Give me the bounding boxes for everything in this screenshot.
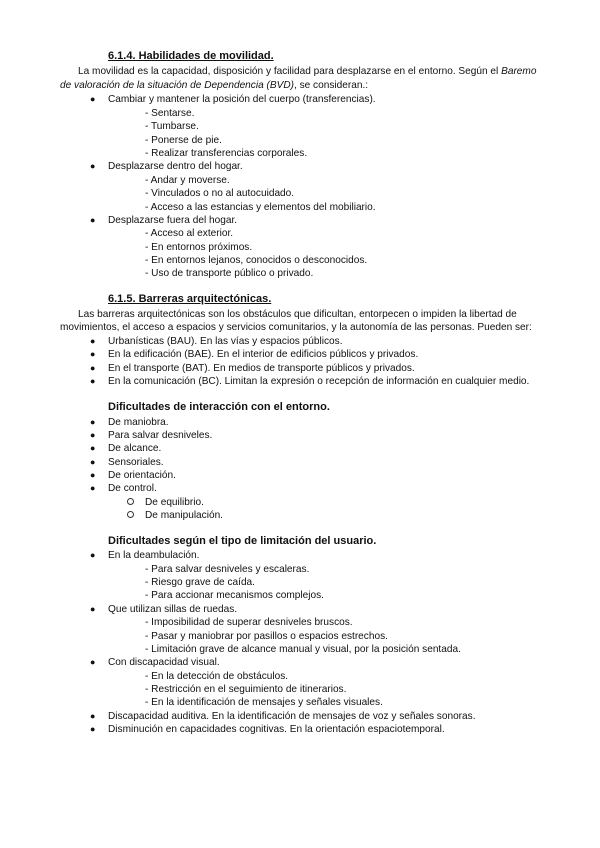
list-item: Desplazarse fuera del hogar. xyxy=(108,215,238,226)
sub-item: - Acceso al exterior. xyxy=(145,228,234,239)
sub-item: - En entornos lejanos, conocidos o desconocidos. xyxy=(145,255,368,266)
circle-bullet-icon xyxy=(127,498,134,505)
sub-item: - Andar y moverse. xyxy=(145,175,230,186)
sub-item: - Para accionar mecanismos complejos. xyxy=(145,590,324,601)
sub-item: - Tumbarse. xyxy=(145,121,199,132)
sub-item: - Limitación grave de alcance manual y visual, por la posición sentada. xyxy=(145,644,461,655)
bullet-icon: ● xyxy=(90,443,96,453)
bullet-icon: ● xyxy=(90,336,96,346)
sub-item: - En la identificación de mensajes y señales visuales. xyxy=(145,697,383,708)
bullet-icon: ● xyxy=(90,604,96,614)
list-item: Disminución en capacidades cognitivas. En la orientación espaciotemporal. xyxy=(108,724,445,735)
sub-item: De equilibrio. xyxy=(145,497,204,508)
list-item: De maniobra. xyxy=(108,417,169,428)
bullet-icon: ● xyxy=(90,349,96,359)
bullet-icon: ● xyxy=(90,417,96,427)
sub-item: - Para salvar desniveles y escaleras. xyxy=(145,564,310,575)
bullet-icon: ● xyxy=(90,363,96,373)
list-item: De alcance. xyxy=(108,443,162,454)
bullet-icon: ● xyxy=(90,430,96,440)
bullet-icon: ● xyxy=(90,161,96,171)
list-item: En la deambulación. xyxy=(108,550,200,561)
intro-barreras-line2: movimientos, el acceso a espacios y servicios comunitarios, y la autonomía de las personas. Pueden ser: xyxy=(60,322,532,333)
bullet-icon: ● xyxy=(90,215,96,225)
intro-movilidad-line1: La movilidad es la capacidad, disposición y facilidad para desplazarse en el entorno. Según el Baremo xyxy=(78,66,537,77)
list-item: Con discapacidad visual. xyxy=(108,657,220,668)
bullet-icon: ● xyxy=(90,550,96,560)
bullet-icon: ● xyxy=(90,483,96,493)
sub-item: - Imposibilidad de superar desniveles bruscos. xyxy=(145,617,353,628)
list-item: En la edificación (BAE). En el interior de edificios públicos y privados. xyxy=(108,349,419,360)
list-item: Discapacidad auditiva. En la identificación de mensajes de voz y señales sonoras. xyxy=(108,711,476,722)
sub-item: - Realizar transferencias corporales. xyxy=(145,148,308,159)
bullet-icon: ● xyxy=(90,457,96,467)
list-item: Cambiar y mantener la posición del cuerpo (transferencias). xyxy=(108,94,376,105)
list-item: De control. xyxy=(108,483,157,494)
bullet-icon: ● xyxy=(90,94,96,104)
intro-movilidad-line2: de valoración de la situación de Dependencia (BVD), se consideran.: xyxy=(60,80,369,91)
list-item: Sensoriales. xyxy=(108,457,164,468)
intro-barreras-line1: Las barreras arquitectónicas son los obstáculos que dificultan, entorpecen o impiden la libertad de xyxy=(78,309,517,320)
section-title-movilidad: 6.1.4. Habilidades de movilidad. xyxy=(108,50,274,62)
sub-item: - Riesgo grave de caída. xyxy=(145,577,255,588)
sub-item: - En entornos próximos. xyxy=(145,242,253,253)
sub-item: - Restricción en el seguimiento de itinerarios. xyxy=(145,684,347,695)
bullet-icon: ● xyxy=(90,657,96,667)
sub-item: De manipulación. xyxy=(145,510,223,521)
bullet-icon: ● xyxy=(90,724,96,734)
list-item: Que utilizan sillas de ruedas. xyxy=(108,604,238,615)
sub-item: - Pasar y maniobrar por pasillos o espacios estrechos. xyxy=(145,631,388,642)
list-item: Urbanísticas (BAU). En las vías y espacios públicos. xyxy=(108,336,343,347)
list-item: Desplazarse dentro del hogar. xyxy=(108,161,243,172)
subsection-title-limitacion: Dificultades según el tipo de limitación del usuario. xyxy=(108,535,377,547)
sub-item: - En la detección de obstáculos. xyxy=(145,671,289,682)
sub-item: - Uso de transporte público o privado. xyxy=(145,268,314,279)
list-item: De orientación. xyxy=(108,470,176,481)
circle-bullet-icon xyxy=(127,511,134,518)
sub-item: - Sentarse. xyxy=(145,108,195,119)
bullet-icon: ● xyxy=(90,711,96,721)
section-title-barreras: 6.1.5. Barreras arquitectónicas. xyxy=(108,293,272,305)
bullet-icon: ● xyxy=(90,376,96,386)
sub-item: - Vinculados o no al autocuidado. xyxy=(145,188,295,199)
sub-item: - Ponerse de pie. xyxy=(145,135,222,146)
list-item: Para salvar desniveles. xyxy=(108,430,213,441)
list-item: En la comunicación (BC). Limitan la expresión o recepción de información en cualquier medio. xyxy=(108,376,530,387)
sub-item: - Acceso a las estancias y elementos del mobiliario. xyxy=(145,202,376,213)
bullet-icon: ● xyxy=(90,470,96,480)
subsection-title-interaccion: Dificultades de interacción con el entorno. xyxy=(108,401,330,413)
list-item: En el transporte (BAT). En medios de transporte públicos y privados. xyxy=(108,363,415,374)
